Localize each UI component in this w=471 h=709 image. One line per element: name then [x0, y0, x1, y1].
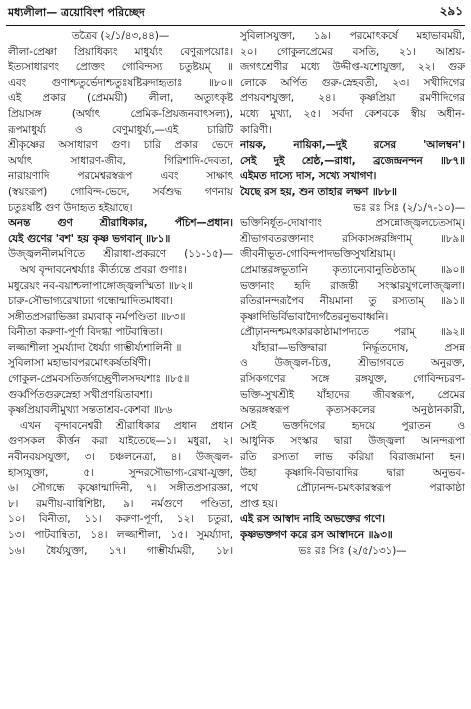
text-line: গুর্ব্বর্পিতগুরুস্নেহা সখীপ্রণয়িতাবশা। [8, 388, 153, 401]
text-line: সেই ভক্তদিগের হৃদয়ে পুরাতন ও [240, 419, 465, 432]
text-line: ১০। বিনীতা, ১১। করুণা-পূর্ণা, ১২। চতুরা, [8, 513, 233, 526]
text-line: মধুরেয়ং নব-বয়াশ্চলাপাঙ্গোজ্জ্বলস্মিতা ॥৮২॥ [8, 279, 193, 292]
text-line: যৈছে রস হয়, শুন তাহার লক্ষণ ॥৮৮॥ [240, 185, 397, 198]
text-line: ২০। গোকুলপ্রেমের বসতি, ২১। আশ্রয়- [240, 45, 465, 58]
text-line: রতি রস্যতা লাভ করিয়া বিরাজমানা হন। [240, 451, 465, 464]
text-line: এই রস আস্বাদ নাহি অভক্তের গণে। [240, 513, 385, 526]
text-line: উজ্জ্বলনীলমণিতে শ্রীরাধা-প্রকরণে (১১-১৫)— [8, 248, 233, 261]
text-line: ভক্তানাং হৃদি রাজন্তী সংস্কারযুগলোজ্জ্বলা। [240, 279, 465, 292]
text-line: কৃষ্ণাদিভির্বিভাবাদ্যৈর্গতৈরনুভবাধ্বনি। [240, 310, 389, 323]
text-line: ১৩। পাটবান্বিতা, ১৪। লজ্জাশীলা, ১৫। সুমর্য্যাদা, [8, 529, 233, 541]
text-line: ভক্তি-সুখশ্রীই যাঁহাদের জীবস্বরূপ, প্রেমের [240, 388, 465, 401]
text-line: বিনীতা করুণা-পূর্ণা বিদগ্ধা পাটবান্বিতা। [8, 326, 163, 339]
text-line: লজ্জাশীলা সুমর্য্যাদা ধৈর্য্যা গাম্ভীর্য্যশালিনী ॥ [8, 341, 182, 354]
text-line: সেই দুই শ্রেষ্ঠ,—রাধা, ব্রজেন্দ্রনন্দন ॥৮৭॥ [240, 154, 465, 167]
running-header [8, 2, 463, 24]
text-line: সঙ্গীতপ্রসরাভিজ্ঞা রম্যবাক্ নর্মপণ্ডিতা ॥৮৩॥ [8, 310, 186, 323]
text-line: মধ্যে মুখ্যা, ২৫। সর্বদা কেশবকে স্বীয় অধীন- [240, 107, 465, 120]
text-line: প্রাপ্ত হয়। [240, 497, 278, 510]
text-line: শ্রীকৃষ্ণের অসাধারণ গুণ। চারি প্রকার ভেদে [8, 139, 233, 152]
text-line: চারু-সৌভাগ্যরেখাঢ্যা গন্ধোন্মাদিতমাধবা। [8, 295, 173, 308]
text-line: যাঁহারা—ভক্তিদ্বারা নির্দ্ধূতদোষ, প্রসন্ন [252, 341, 465, 354]
text-line: ভক্তিনির্ধূত-দোষাণাং প্রসন্নোজ্জ্বলচেতসাম্। [240, 217, 465, 230]
text-line: সুবিলাসযুক্তা, ১৯। পরমোৎকর্ষে মহাভাবময়ী, [240, 30, 465, 42]
text-line: হাস্যযুক্তা, ৫। সুন্দরসৌভাগ্য-রেখা-যুক্তা, [8, 466, 233, 479]
text-line: ৬। সৌগন্ধে কৃষ্ণোন্মাদিনী, ৭। সঙ্গীতপ্রসারজ্ঞা, [8, 482, 233, 495]
text-line: ভঃ রঃ সিঃ (২/১/৭-১০)— [353, 201, 465, 214]
text-line: চতুঃষষ্টি গুণ উদাহৃত হইয়াছে। [8, 201, 133, 214]
text-line: প্রণয়বশযুক্তা, ২৪। কৃষ্ণপ্রিয়া রমণীদিগের [240, 92, 465, 105]
left-column [8, 29, 233, 559]
text-line: গোকুল-প্রেমবসতির্জগচ্ছ্রেণীলসদযশাঃ ॥৮৫॥ [8, 373, 190, 386]
text-line: যেই গুণের 'বশ' হয় কৃষ্ণ ভগবান্ ॥৮১॥ [8, 232, 171, 245]
text-line: লীলা-প্রেষ্ণা প্রিয়াধিক্যং মাধুর্য্যং বেণুরূপয়োঃ। [8, 45, 233, 58]
text-line: এই প্রকার (প্রেমময়ী) লীলা, অত্যুৎকৃষ্ট [8, 92, 233, 105]
text-line: প্রিয়াসঙ্গ (অর্থাৎ প্রেমিক-প্রিয়জনবাৎসল্য), [8, 107, 233, 120]
text-line: নায়ক, নায়িকা,—দুই রসের 'আলম্বন'। [240, 139, 465, 152]
text-line: আধুনিক সংস্কার দ্বারা উজ্জ্বলা আনন্দরূপা [240, 435, 465, 448]
text-line: অন্তরঙ্গস্বরূপ কৃত্যসকলের অনুষ্ঠানকারী, [240, 404, 465, 417]
text-line: উহা কৃষ্ণাদি-বিভাবাদির দ্বারা অনুভব- [240, 466, 465, 479]
text-line: নবীনবয়সযুক্তা, ৩। চঞ্চলনেত্রা, ৪। উজ্জ্বল- [8, 451, 233, 464]
text-line: রসিকগণের সঙ্গে রঙ্গযুক্ত, গোবিন্দচরণ- [240, 373, 465, 386]
text-line: লোকে অর্পিত গুরু-স্নেহবতী, ২৩। সখীদিগের [240, 76, 465, 89]
text-line: (স্বয়ংরূপ) গোবিন্দ-ভেদে, সর্বশুদ্ধ গণনায় [8, 185, 233, 198]
text-line: ভঃ রঃ সিঃ (২/৫/১৩১)— [298, 544, 407, 557]
text-line: সুবিলাসা মহাভাবপরমোৎকর্ষতর্ষিণী। [8, 357, 151, 370]
text-line: তত্রৈব (২/১/৪৩,৪৪)— [71, 30, 170, 42]
text-line: এবং গুণাশ্চতুর্ভেদাশ্চতুঃষষ্টিরুদাহৃতাঃ ॥৮০॥ [8, 76, 233, 89]
text-line: কৃষ্ণভক্তগণ করে রস আস্বাদনে ॥৯৩॥ [240, 529, 393, 541]
right-column [240, 29, 465, 559]
text-line: প্রেমান্তরঙ্গভূতানি কৃত্যান্যেবানুতিষ্ঠতাম্ ॥৯০॥ [240, 263, 465, 276]
text-line: ও উজ্জ্বল-চিত্ত, শ্রীভাগবতে অনুরক্ত, [240, 357, 465, 370]
text-line: অথ বৃন্দাবনেশ্বর্য্যাঃ কীর্ত্যন্তে প্রবরা গুণাঃ। [20, 263, 187, 276]
chapter-title: মধ্যলীলা— ত্রয়োবিংশ পরিচ্ছেদ [8, 5, 145, 19]
text-line: কৃষ্ণপ্রিয়াবলীমুখ্যা সন্ততাশ্রব-কেশবা ॥৮৬ [8, 404, 173, 417]
text-line: রূপমাধুর্য্য ও বেণুমাধুর্য্য,—এই চারিটি [8, 123, 233, 136]
text-line: জীবনীভূত-গোবিন্দপাদভক্তিসুখশ্রিয়াম্। [240, 248, 396, 261]
text-line: নারায়ণাদি পরমেশ্বরস্বরূপ এবং সাক্ষাৎ [8, 170, 233, 183]
text-line: অনন্ত গুণ শ্রীরাধিকার, পঁচিশ—প্রধান। [8, 217, 233, 230]
text-line: শ্রীভাগবতরক্তানাং রসিকাসঙ্গরঙ্গিণাম্ ॥৮৯॥ [240, 232, 465, 245]
text-line: ইত্যসাধারণং প্রোক্তং গোবিন্দস্য চতুষ্টয়ম্ ॥ [8, 61, 233, 74]
text-line: এইমত দাস্যে দাস, সখ্যে সখাগণ। [240, 170, 377, 183]
text-line: গুণসকল কীর্ত্তন করা যাইতেছে—১। মধুরা, ২। [8, 435, 233, 448]
text-line: ১৬। ধৈর্য্যযুক্তা, ১৭। গাম্ভীর্য্যময়ী, ১৮। [8, 544, 233, 557]
text-line: কারিণী। [240, 123, 272, 136]
text-line: এখন বৃন্দাবনেশ্বরী শ্রীরাধিকার প্রধান প্রধান [20, 419, 233, 432]
text-line: জগৎশ্রেণীর মধ্যে উদ্দীপ্ত-যশোযুক্তা, ২২। গুরু [240, 61, 465, 74]
text-line: অর্থাৎ সাধারণ-জীব, গিরিশাদি-দেবতা, [8, 154, 233, 167]
header-divider [6, 25, 465, 26]
text-line: ৮। রমণীয়-বাগ্বিশিষ্টা, ৯। নর্মগুণে পণ্ডিতা, [8, 497, 233, 510]
text-line: পথে প্রৌঢ়ানন্দ-চমৎকারস্বরূপ পরাকাষ্ঠা [240, 482, 465, 495]
page-number: ২৯১ [439, 4, 463, 18]
text-line: রতিরানন্দরূপৈব নীয়মানা তু রস্যতাম্ ॥৯১॥ [240, 295, 465, 308]
text-line: প্রৌঢ়ানন্দশ্চমৎকারকাষ্ঠামাপদ্যতে পরাম্ ॥৯২॥ [240, 326, 465, 339]
